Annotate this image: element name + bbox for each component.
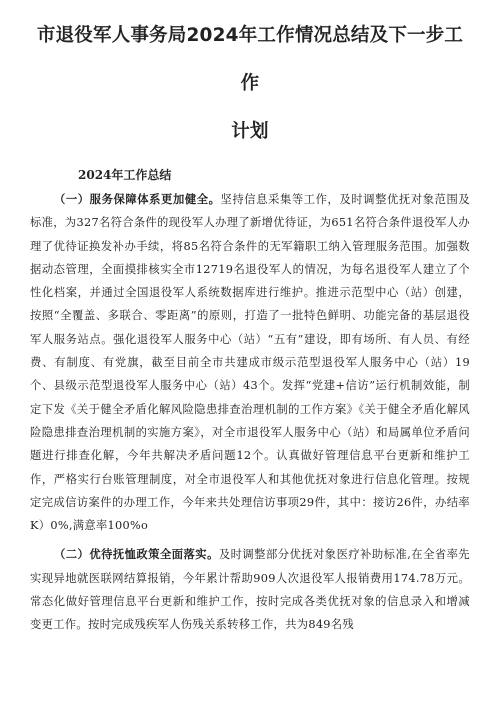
paragraph-2 <box>30 543 470 636</box>
paragraph-1-lead: （一）服务保障体系更加健全。 <box>54 192 221 206</box>
paragraph-2-body: 及时调整部分优抚对象医疗补助标准,在全省率先实现异地就医联网结算报销，今年累计帮助909人次退役军人报销费用174.78万元。常态化做好管理信息平台更新和维护工作，按时完成各类优抚对象的信息录入和增减变更工作。按时完成残疾军人伤残关系转移工作，共为849名残 <box>30 548 470 632</box>
section-heading: 2024年工作总结 <box>78 168 172 182</box>
paragraph-1 <box>30 188 470 537</box>
title-line-1: 市退役军人事务局2024年工作情况总结及下一步工作 <box>36 25 464 94</box>
paragraph-1-body: 坚持信息采集等工作，及时调整优抚对象范围及标准，为327名符合条件的现役军人办理了新增优待证，为651名符合条件退役军人办理了优待证换发补办手续，将85名符合条件的无军籍职工纳入管理服务范围。加强数据动态管理，全面摸排核实全市12719名退役军人的情况，为每名退役军人建立了个性化档案，并通过全国退役军人系统数据库进行维护。推进示范型中心（站）创建，按照“全覆盖、多联合、零距离”的原则，打造了一批特色鲜明、功能完备的基层退役军人服务站点。强化退役军人服务中心（站）“五有”建设，即有场所、有人员、有经费、有制度、有党旗，截至目前全市共建成市级示范型退役军人服务中心（站）19个、县级示范型退役军人服务中心（站）43个。发挥“党建+信访”运行机制效能，制定下发《关于健全矛盾化解风险隐患排查治理机制的工作方案》《关于健全矛盾化解风险隐患排查治理机制的实施方案》，对全市退役军人服务中心（站）和局属单位矛盾问题进行排查化解，今年共解决矛盾问题12个。认真做好管理信息平台更新和维护工作，严格实行台账管理制度，对全市退役军人和其他优抚对象进行信息化管理。按规定完成信访案件的办理工作，今年来共处理信访事项29件，其中：接访26件，办结率K）0%,满意率100%o <box>30 193 470 533</box>
document-title <box>30 0 470 156</box>
title-line-2: 计划 <box>231 121 269 142</box>
paragraph-2-lead: （二）优待抚恤政策全面落实。 <box>54 547 219 562</box>
